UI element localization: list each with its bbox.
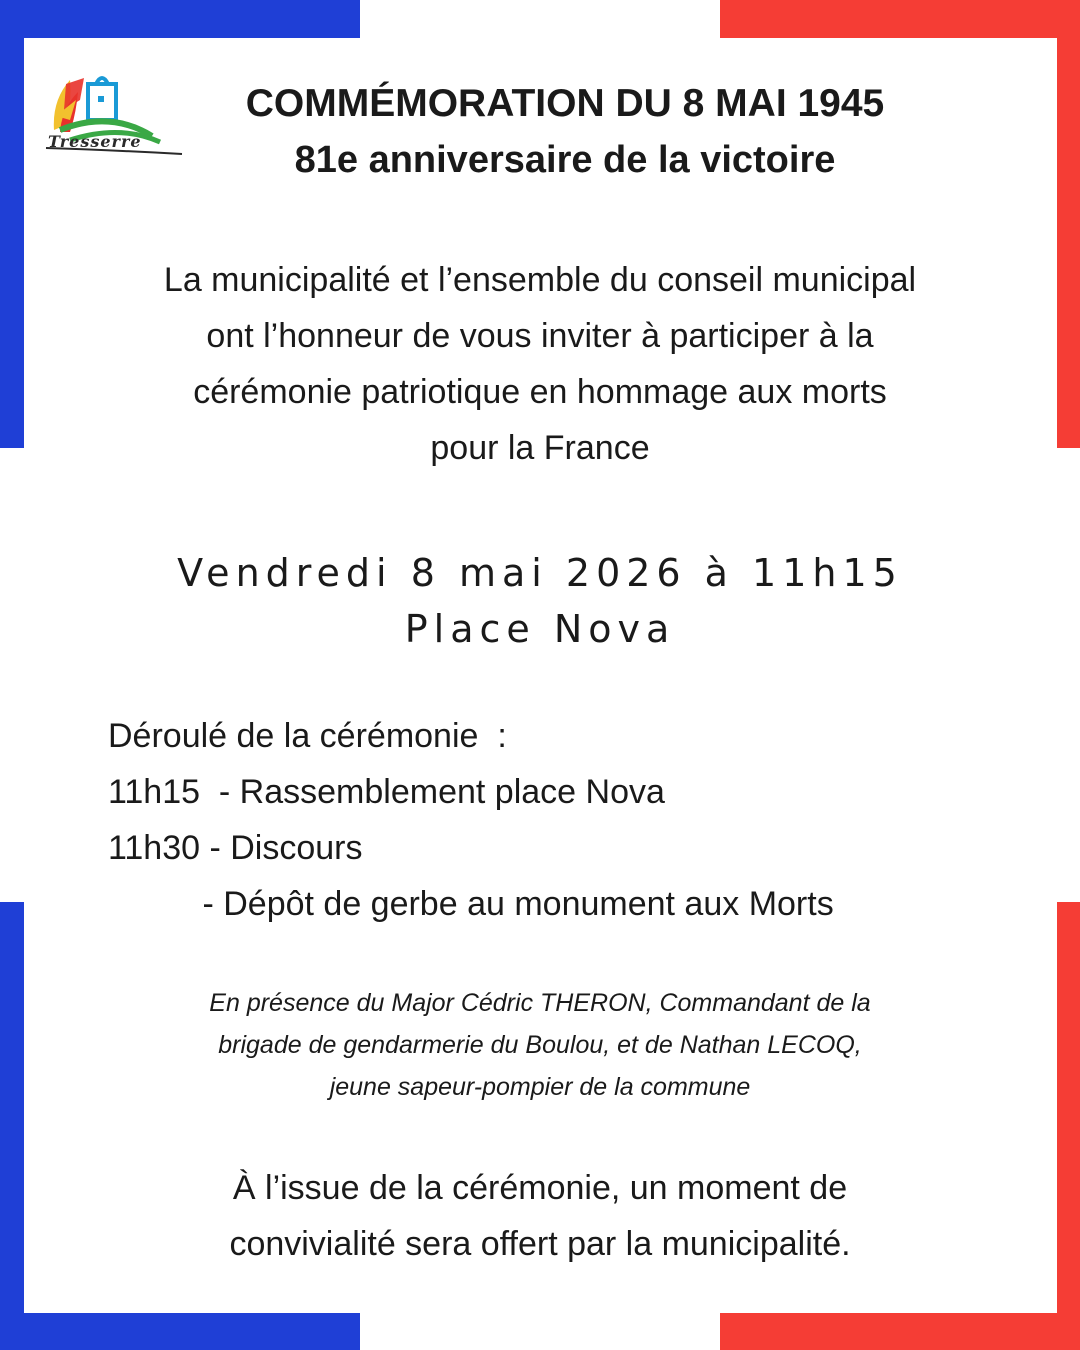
closing-line: convivialité sera offert par la municipalité. <box>229 1225 851 1263</box>
frame-red-bottom <box>720 1313 1080 1350</box>
invitation-card <box>24 38 1057 1313</box>
program-item: 11h15 - Rassemblement place Nova <box>108 773 665 811</box>
ceremony-program <box>108 708 988 932</box>
frame-red-top <box>720 0 1080 38</box>
event-date-time: Vendredi 8 mai 2026 à 11h15 <box>177 551 903 595</box>
invitation-line: cérémonie patriotique en hommage aux morts <box>193 373 887 411</box>
event-place: Place Nova <box>404 607 676 651</box>
frame-blue-left-bottom <box>0 902 24 1350</box>
guests-note <box>100 982 980 1108</box>
closing-text <box>90 1160 990 1272</box>
logo-wordmark: Tresserre <box>48 132 142 151</box>
frame-blue-left-top <box>0 0 24 448</box>
frame-red-right-top <box>1056 0 1080 448</box>
program-item: - Dépôt de gerbe au monument aux Morts <box>108 885 834 923</box>
closing-line: À l’issue de la cérémonie, un moment de <box>232 1169 848 1207</box>
frame-red-right-bottom <box>1056 902 1080 1350</box>
guests-line: jeune sapeur-pompier de la commune <box>329 1073 751 1101</box>
page-subtitle: 81e anniversaire de la victoire <box>294 139 836 181</box>
invitation-text <box>90 252 990 476</box>
guests-line: brigade de gendarmerie du Boulou, et de Nathan LECOQ, <box>218 1031 862 1059</box>
invitation-line: pour la France <box>430 429 650 467</box>
guests-line: En présence du Major Cédric THERON, Commandant de la <box>209 989 871 1017</box>
invitation-line: La municipalité et l’ensemble du conseil municipal <box>163 261 917 299</box>
frame-blue-top <box>0 0 360 40</box>
program-heading: Déroulé de la cérémonie : <box>108 717 507 755</box>
page-title: COMMÉMORATION DU 8 MAI 1945 <box>245 82 885 125</box>
program-item: 11h30 - Discours <box>108 829 363 867</box>
invitation-line: ont l’honneur de vous inviter à participer à la <box>206 317 874 355</box>
frame-blue-bottom <box>0 1313 360 1350</box>
